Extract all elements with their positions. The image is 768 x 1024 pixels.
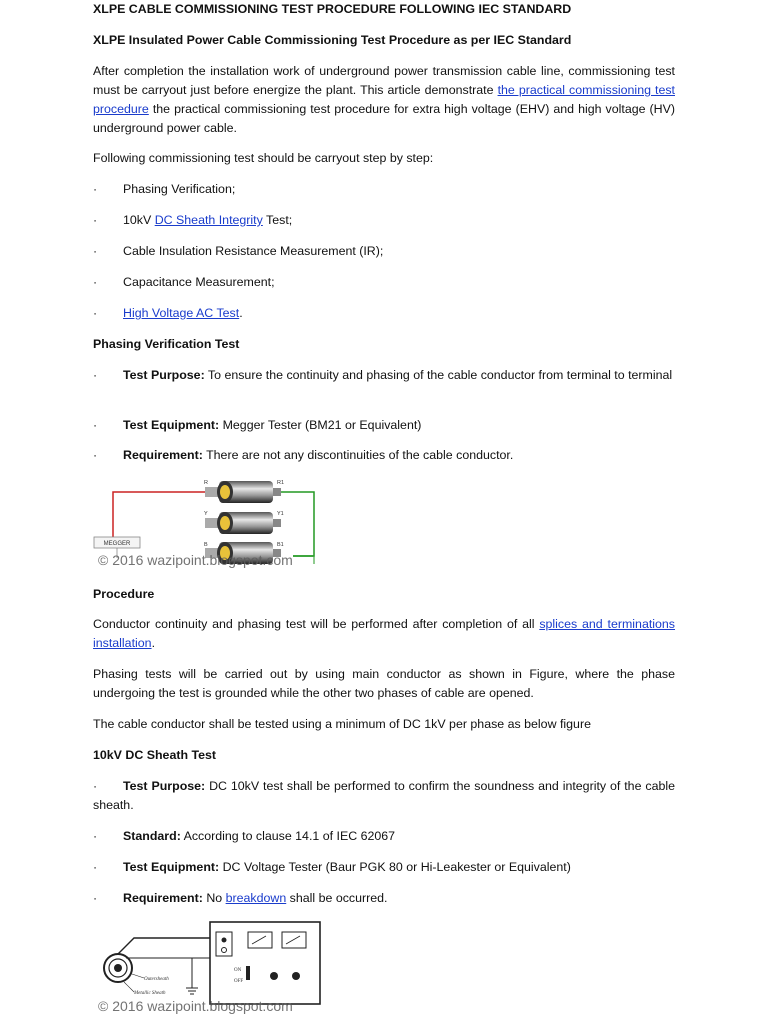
off-label: OFF <box>234 979 244 984</box>
on-label: ON <box>234 968 242 973</box>
list-item <box>93 180 675 199</box>
procedure-heading: Procedure <box>93 587 155 601</box>
list-item <box>93 858 675 877</box>
equipment-label: Test Equipment: <box>123 860 220 874</box>
bullet: · <box>93 213 98 227</box>
bullet: · <box>93 418 98 432</box>
label-r1: R1 <box>277 480 285 486</box>
purpose-text: DC 10kV test shall be performed to confirm the soundness and integrity of the cable sheath. <box>93 779 675 812</box>
high-voltage-ac-test-link[interactable]: High Voltage AC Test <box>123 306 240 320</box>
list-item <box>93 446 675 465</box>
bullet: · <box>93 182 98 196</box>
steps-intro: Following commissioning test should be carryout step by step: <box>93 151 434 165</box>
standard-label: Standard: <box>123 829 181 843</box>
purpose-label: Test Purpose: <box>123 368 205 382</box>
requirement-label: Requirement: <box>123 891 203 905</box>
step-sheath: 10kV DC Sheath Integrity Test; <box>123 213 293 227</box>
list-item <box>93 777 675 815</box>
bullet: · <box>93 779 98 793</box>
megger-label: MEGGER <box>103 541 131 547</box>
document-title: XLPE CABLE COMMISSIONING TEST PROCEDURE FOLLOWING IEC STANDARD <box>93 2 572 16</box>
on-off-switch <box>246 966 250 980</box>
intro-text-after: the practical commissioning test procedure for extra high voltage (EHV) and high voltage (HV) underground power cable. <box>93 102 675 135</box>
phasing-heading: Phasing Verification Test <box>93 337 240 351</box>
outersheath-label: Outersheath <box>144 977 169 982</box>
knob-2 <box>292 972 300 980</box>
bullet: · <box>93 860 98 874</box>
label-y: Y <box>204 511 208 517</box>
meter-2 <box>282 932 306 948</box>
procedure-paragraph-3: The cable conductor shall be tested using a minimum of DC 1kV per phase as below figure <box>93 717 591 731</box>
bullet: · <box>93 275 98 289</box>
intro-paragraph <box>93 62 675 138</box>
step-phasing: Phasing Verification; <box>123 182 236 196</box>
list-item <box>93 211 675 230</box>
list-item <box>93 416 675 435</box>
list-item <box>93 242 675 261</box>
bullet: · <box>93 448 98 462</box>
label-r: R <box>204 480 208 486</box>
equipment-text: Megger Tester (BM21 or Equivalent) <box>219 418 422 432</box>
step-ir: Cable Insulation Resistance Measurement (IR); <box>123 244 384 258</box>
purpose-text: To ensure the continuity and phasing of the cable conductor from terminal to terminal <box>204 368 673 382</box>
document-subtitle: XLPE Insulated Power Cable Commissioning Test Procedure as per IEC Standard <box>93 33 572 47</box>
purpose-label: Test Purpose: <box>123 779 206 793</box>
list-item <box>93 273 675 292</box>
list-item: · Requirement: No breakdown shall be occurred. <box>93 889 675 908</box>
label-b: B <box>204 542 208 548</box>
procedure-paragraph-1: Conductor continuity and phasing test will be performed after completion of all splices and terminations installation. <box>93 617 676 650</box>
equipment-text: DC Voltage Tester (Baur PGK 80 or Hi-Leakester or Equivalent) <box>219 860 571 874</box>
list-item <box>93 366 675 385</box>
procedure-paragraph-2: Phasing tests will be carried out by using main conductor as shown in Figure, where the phase undergoing the test is grounded while the other two phases of cable are opened. <box>93 667 675 700</box>
knob-1 <box>270 972 278 980</box>
step-capacitance: Capacitance Measurement; <box>123 275 275 289</box>
sheath-heading: 10kV DC Sheath Test <box>93 748 217 762</box>
requirement-text: There are not any discontinuities of the cable conductor. <box>202 448 514 462</box>
bullet: · <box>93 829 98 843</box>
watermark: © 2016 wazipoint.blogspot.com <box>98 998 293 1014</box>
intro-text-before: After completion the installation work of underground power transmission cable line, commissioning test must be carryout just before energize the plant. This article demonstrate <box>93 64 675 97</box>
red-wire <box>113 492 205 538</box>
watermark: © 2016 wazipoint.blogspot.com <box>98 552 293 568</box>
splices-terminations-link[interactable]: splices and terminations installation <box>93 617 676 650</box>
dc-sheath-integrity-link[interactable]: DC Sheath Integrity <box>154 213 263 227</box>
label-y1: Y1 <box>277 511 284 517</box>
cable-r <box>205 481 281 503</box>
equipment-label: Test Equipment: <box>123 418 220 432</box>
list-item <box>93 827 675 846</box>
label-b1: B1 <box>277 542 284 548</box>
meter-1 <box>248 932 272 948</box>
breakdown-link[interactable]: breakdown <box>225 891 287 905</box>
practical-procedure-link[interactable]: the practical commissioning test procedure <box>93 83 675 116</box>
metallic-sheath-label: Metallic Sheath <box>134 991 166 996</box>
standard-text: According to clause 14.1 of IEC 62067 <box>180 829 396 843</box>
bullet: · <box>93 306 98 320</box>
ground-symbol <box>186 958 198 994</box>
bullet: · <box>93 368 98 382</box>
step-hvac: High Voltage AC Test. <box>123 306 243 320</box>
list-item <box>93 304 675 323</box>
requirement-label: Requirement: <box>123 448 203 462</box>
bullet: · <box>93 244 98 258</box>
cable-y <box>205 512 281 534</box>
bullet: · <box>93 891 98 905</box>
